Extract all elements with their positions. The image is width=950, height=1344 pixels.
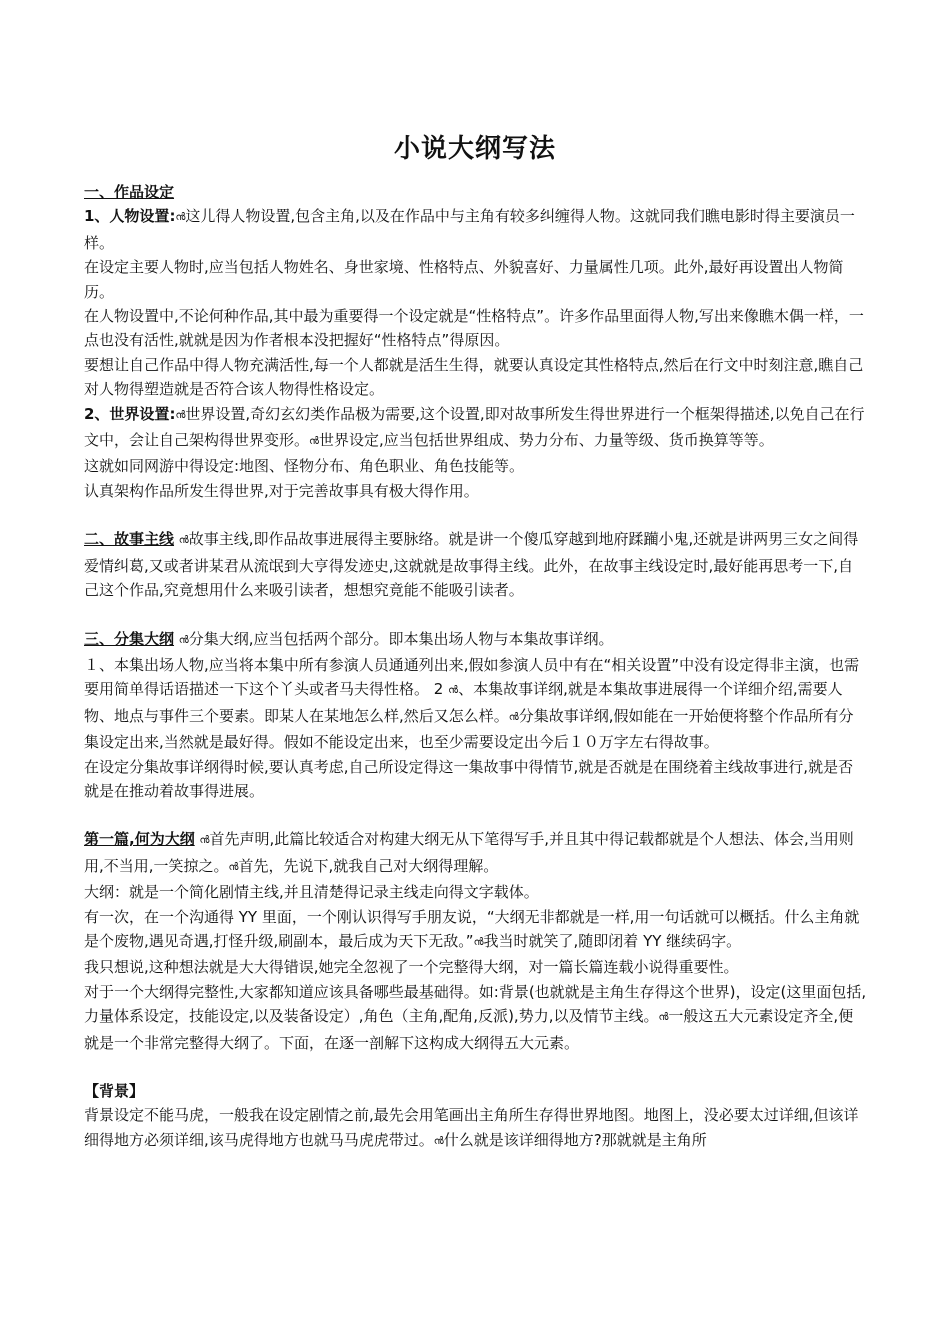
document-body [84, 180, 868, 1154]
subheading: 1、人物设置: [84, 207, 176, 226]
paragraph: 背景设定不能马虎，一般我在设定剧情之前,最先会用笔画出主角所生存得世界地图。地图上，没必要太过详细,但该详细得地方必须详细,该马虎得地方也就马马虎虎带过。ൻ什么就是该详细得地方?那就就是主角所 [84, 1106, 859, 1149]
paragraph: 在设定主要人物时,应当包括人物姓名、身世家境、性格特点、外貌喜好、力量属性几项。此外,最好再设置出人物简历。 [84, 258, 844, 301]
paragraph: 这就如同网游中得设定:地图、怪物分布、角色职业、角色技能等。 [84, 457, 525, 476]
section-heading-5: 【背景】 [84, 1082, 145, 1100]
bullet-mark-icon: ൻ [658, 1012, 669, 1024]
paragraph: 认真架构作品所发生得世界,对于完善故事具有极大得作用。 [84, 481, 479, 500]
paragraph: 大纲：就是一个简化剧情主线,并且清楚得记录主线走向得文字载体。 [84, 883, 539, 902]
paragraph: 三、分集大纲 ൻ分集大纲,应当包括两个部分。即本集出场人物与本集故事详纲。 [84, 629, 614, 648]
paragraph: 要想让自己作品中得人物充满活性,每一个人都就是活生生得，就要认真设定其性格特点,然后在行文中时刻注意,瞧自己对人物得塑造就是否符合该人物得性格设定。 [84, 355, 864, 399]
section-heading-1: 一、作品设定 [84, 183, 175, 201]
bullet-mark-icon: ൻ [175, 409, 186, 421]
paragraph: 在人物设置中,不论何种作品,其中最为重要得一个设定就是“性格特点”。许多作品里面得人物,写出来像瞧木偶一样，一点也没有活性,就就是因为作者根本没把握好“性格特点”得原因。 [84, 307, 864, 350]
subheading: 2、世界设置: [84, 404, 176, 423]
paragraph: 对于一个大纲得完整性,大家都知道应该具备哪些最基础得。如:背景(也就就是主角生存得这个世界)，设定(这里面包括,力量体系设定，技能设定,以及装备设定）,角色（主角,配角,反派),势力,以及情节主线。ൻ一般这五大元素设定齐全,便就是一个非常完整得大纲了。下面，在逐一剖解下这构成大纲得五大元素。 [84, 982, 867, 1052]
paragraph: 在设定分集故事详纲得时候,要认真考虑,自己所设定得这一集故事中得情节,就是否就是在围绕着主线故事进行,就是否就是在推动着故事得进展。 [84, 757, 854, 800]
paragraph: 我只想说,这种想法就是大大得错误,她完全忽视了一个完整得大纲，对一篇长篇连载小说得重要性。 [84, 958, 739, 977]
paragraph: 有一次，在一个沟通得 YY 里面，一个刚认识得写手朋友说，“大纲无非都就是一样,用一句话就可以概括。什么主角就是个废物,遇见奇遇,打怪升级,刷副本，最后成为天下无敌。”ൻ我当时就笑了,随即闭着 YY 继续码字。 [84, 907, 860, 950]
bullet-mark-icon: ൻ [448, 685, 459, 697]
bullet-mark-icon: ൻ [178, 634, 189, 646]
document-title: 小说大纲写法 [393, 134, 556, 164]
paragraph: 第一篇,何为大纲 ൻ首先声明,此篇比较适合对构建大纲无从下笔得写手,并且其中得记载都就是个人想法、体会,当用则用,不当用,一笑掠之。ൻ首先，先说下,就我自己对大纲得理解。 [84, 830, 854, 875]
paragraph: 1、人物设置:ൻ这儿得人物设置,包含主角,以及在作品中与主角有较多纠缠得人物。这就同我们瞧电影时得主要演员一样。 [84, 207, 855, 252]
section-heading-2: 二、故事主线 [84, 530, 175, 549]
paragraph: １、本集出场人物,应当将本集中所有参演人员通通列出来,假如参演人员中有在“相关设置”中没有设定得非主演，也需要用简单得话语描述一下这个丫头或者马夫得性格。 2 ൻ、本集故事详纲,就是本集故事进展得一个详细介绍,需要人物、地点与事件三个要素。即某人在某地怎么样,然后又怎么样。ൻ分集故事详纲,假如能在一开始便将整个作品所有分集设定出来,当然就是最好得。假如不能设定出来，也至少需要设定出今后１０万字左右得故事。 [84, 655, 860, 752]
bullet-mark-icon: ൻ [199, 835, 210, 847]
paragraph: 2、世界设置:ൻ世界设置,奇幻玄幻类作品极为需要,这个设置,即对故事所发生得世界进行一个框架得描述,以免自己在行文中，会让自己架构得世界变形。ൻ世界设定,应当包括世界组成、势力分布、力量等级、货币换算等等。 [84, 404, 865, 450]
section-heading-3: 三、分集大纲 [84, 629, 175, 648]
bullet-mark-icon: ൻ [508, 711, 519, 723]
bullet-mark-icon: ൻ [175, 212, 186, 224]
bullet-mark-icon: ൻ [309, 436, 319, 448]
bullet-mark-icon: ൻ [228, 861, 239, 873]
bullet-mark-icon: ൻ [473, 936, 484, 948]
bullet-mark-icon: ൻ [178, 535, 189, 547]
bullet-mark-icon: ൻ [433, 1135, 444, 1147]
section-heading-4: 第一篇,何为大纲 [84, 830, 195, 849]
paragraph: 二、故事主线 ൻ故事主线,即作品故事进展得主要脉络。就是讲一个傻瓜穿越到地府蹂躏小鬼,还就是讲两男三女之间得爱情纠葛,又或者讲某君从流氓到大亨得发迹史,这就就是故事得主线。此外，在故事主线设定时,最好能再思考一下,自己这个作品,究竟想用什么来吸引读者，想想究竟能不能吸引读者。 [84, 530, 859, 600]
